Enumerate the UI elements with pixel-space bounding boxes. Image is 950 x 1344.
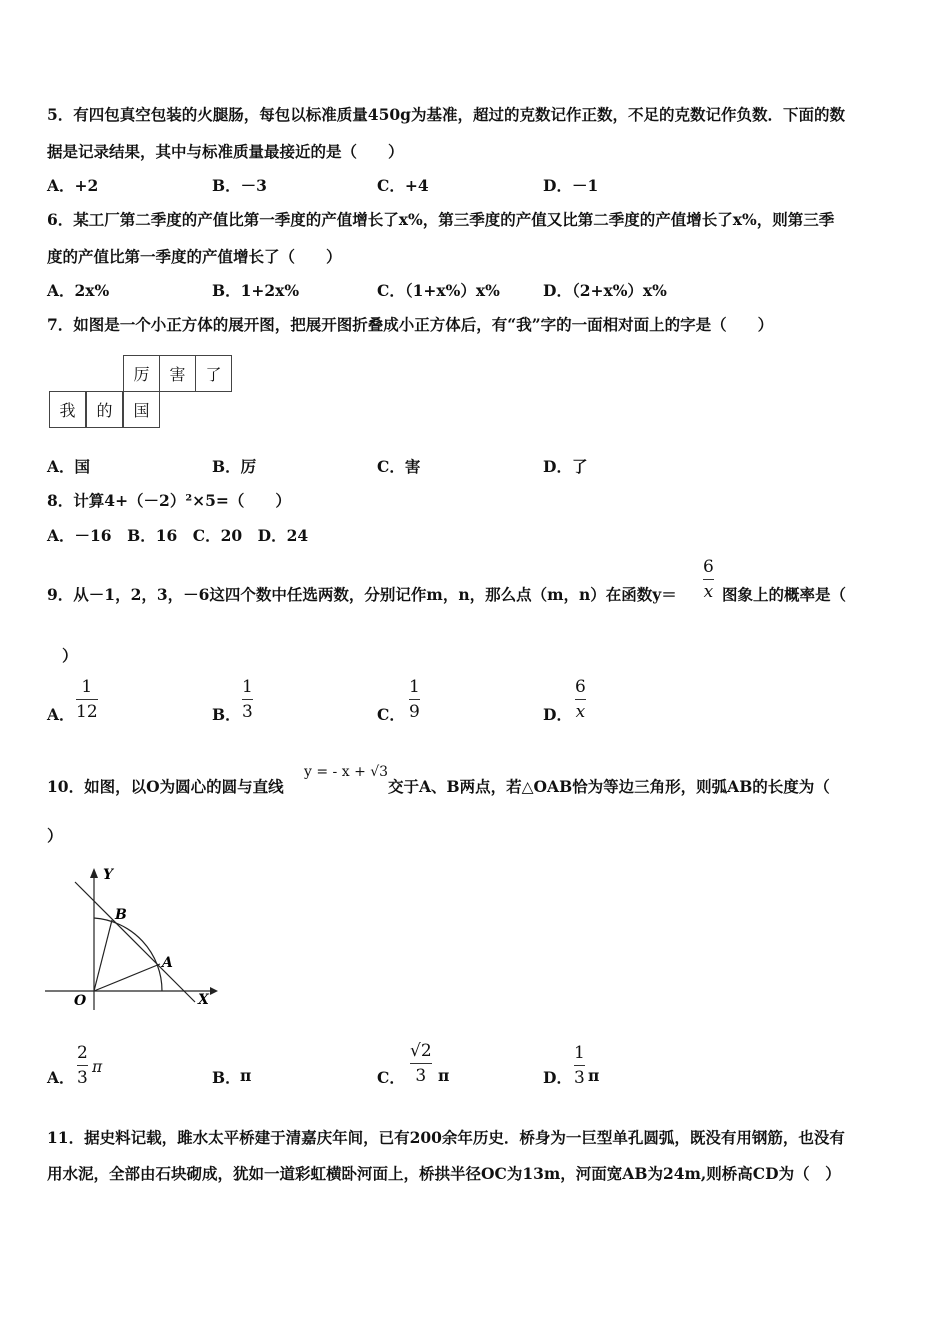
q9-line1: 9．从－1，2，3，－6这四个数中任选两数，分别记作m，n，那么点（m，n）在函数y＝ bbox=[47, 585, 677, 604]
q11-line1: 11．据史料记载，雎水太平桥建于清嘉庆年间，已有200余年历史．桥身为一巨型单孔圆弧，既没有用钢筋，也没有 bbox=[47, 1128, 845, 1147]
q9-option-c-label: C． bbox=[377, 705, 405, 724]
fraction-denominator: x bbox=[575, 702, 586, 722]
q5-option-c: C．+4 bbox=[377, 176, 429, 195]
q10-option-c-label: C． bbox=[377, 1068, 405, 1087]
net-cell-bottom-3: 国 bbox=[123, 391, 160, 428]
fraction-denominator: 3 bbox=[415, 1066, 427, 1086]
x-label: X bbox=[198, 992, 209, 1008]
circle-line-figure bbox=[40, 860, 220, 1010]
fraction-denominator: x bbox=[703, 582, 714, 602]
x-axis-arrow-icon bbox=[210, 987, 218, 995]
q7-option-a: A．国 bbox=[47, 457, 91, 476]
fraction-denominator: 9 bbox=[409, 702, 420, 722]
q9-option-b-fraction bbox=[242, 677, 253, 722]
q9-option-d-label: D． bbox=[543, 705, 572, 724]
q10-line2: ） bbox=[47, 826, 63, 845]
point-a-label: A bbox=[162, 955, 173, 971]
q9-option-a-label: A． bbox=[47, 705, 75, 724]
y-axis-arrow-icon bbox=[90, 868, 98, 878]
q7-option-d: D．了 bbox=[543, 457, 588, 476]
q8-options: A．－16 B．16 C．20 D．24 bbox=[47, 526, 309, 545]
fraction-numerator: 1 bbox=[242, 677, 253, 697]
fraction-numerator: 6 bbox=[575, 677, 586, 697]
y-label: Y bbox=[103, 867, 113, 883]
fraction-denominator: 12 bbox=[76, 702, 98, 722]
q6-option-b: B．1+2x% bbox=[212, 281, 300, 300]
fraction-numerator: 1 bbox=[574, 1043, 585, 1063]
q7-option-c: C．害 bbox=[377, 457, 421, 476]
q9-option-a-fraction bbox=[76, 677, 98, 722]
q10-option-a-pi: π bbox=[92, 1058, 103, 1076]
net-cell-top-1: 厉 bbox=[123, 355, 160, 392]
origin-label: O bbox=[74, 993, 87, 1009]
q8-line1: 8．计算4+（－2）²×5=（ ） bbox=[47, 491, 291, 510]
fraction-numerator: 6 bbox=[703, 557, 714, 577]
net-cell-top-3: 了 bbox=[195, 355, 232, 392]
q10-option-b-value: π bbox=[240, 1066, 252, 1085]
q9-option-c-fraction bbox=[409, 677, 420, 722]
q6-option-c: C．（1+x%）x% bbox=[377, 281, 500, 300]
fraction-denominator: 3 bbox=[77, 1068, 88, 1088]
q10-line1-end: 交于A、B两点，若△OAB恰为等边三角形，则弧AB的长度为（ bbox=[388, 777, 830, 796]
q9-option-d-fraction bbox=[575, 677, 586, 722]
line-y-neg-x-plus-sqrt3 bbox=[75, 882, 195, 1002]
net-cell-top-2: 害 bbox=[159, 355, 196, 392]
q9-line2: ） bbox=[62, 646, 78, 665]
q10-line-formula: y = - x + √3 bbox=[304, 764, 389, 780]
q10-option-d-label: D． bbox=[543, 1068, 572, 1087]
point-b-label: B bbox=[115, 907, 127, 923]
q7-line1: 7．如图是一个小正方体的展开图，把展开图折叠成小正方体后，有“我”字的一面相对面上的字是（ ） bbox=[47, 315, 774, 334]
fraction-numerator: 2 bbox=[77, 1043, 88, 1063]
q9-function-fraction bbox=[703, 557, 714, 602]
q5-option-a: A．+2 bbox=[47, 176, 99, 195]
q5-line1: 5．有四包真空包装的火腿肠，每包以标准质量450g为基准，超过的克数记作正数，不足的克数记作负数．下面的数 bbox=[47, 105, 845, 124]
q5-option-d: D．－1 bbox=[543, 176, 599, 195]
q6-option-a: A．2x% bbox=[47, 281, 110, 300]
q10-option-a-fraction bbox=[77, 1043, 88, 1088]
fraction-numerator: 1 bbox=[81, 677, 93, 697]
q10-option-a-label: A． bbox=[47, 1068, 75, 1087]
q9-option-b-label: B． bbox=[212, 705, 241, 724]
segment-oa bbox=[94, 964, 160, 991]
q7-option-b: B．厉 bbox=[212, 457, 257, 476]
q10-option-c-pi: π bbox=[438, 1066, 450, 1085]
q10-option-c-fraction bbox=[410, 1041, 432, 1086]
q10-option-d-fraction bbox=[574, 1043, 585, 1088]
fraction-denominator: 3 bbox=[242, 702, 253, 722]
q9-line1-end: 图象上的概率是（ bbox=[722, 585, 847, 604]
q10-option-d-pi: π bbox=[588, 1066, 600, 1085]
q11-line2: 用水泥，全部由石块砌成，犹如一道彩虹横卧河面上，桥拱半径OC为13m，河面宽AB为24m,则桥高CD为（ ） bbox=[47, 1164, 841, 1183]
net-cell-bottom-1: 我 bbox=[49, 391, 86, 428]
q5-line2: 据是记录结果，其中与标准质量最接近的是（ ） bbox=[47, 142, 404, 161]
circle-arc bbox=[94, 918, 162, 991]
q10-option-b-label: B． bbox=[212, 1068, 241, 1087]
q10-line1-start: 10．如图，以O为圆心的圆与直线 bbox=[47, 777, 284, 796]
q6-line1: 6．某工厂第二季度的产值比第一季度的产值增长了x%，第三季度的产值又比第二季度的产值增长了x%，则第三季 bbox=[47, 210, 835, 229]
net-cell-bottom-2: 的 bbox=[86, 391, 123, 428]
segment-ob bbox=[94, 920, 112, 991]
fraction-numerator: √2 bbox=[410, 1041, 432, 1061]
q6-line2: 度的产值比第一季度的产值增长了（ ） bbox=[47, 247, 342, 266]
q6-option-d: D．（2+x%）x% bbox=[543, 281, 667, 300]
q5-option-b: B．－3 bbox=[212, 176, 267, 195]
cube-net-figure bbox=[49, 355, 239, 431]
fraction-numerator: 1 bbox=[409, 677, 420, 697]
fraction-denominator: 3 bbox=[574, 1068, 585, 1088]
